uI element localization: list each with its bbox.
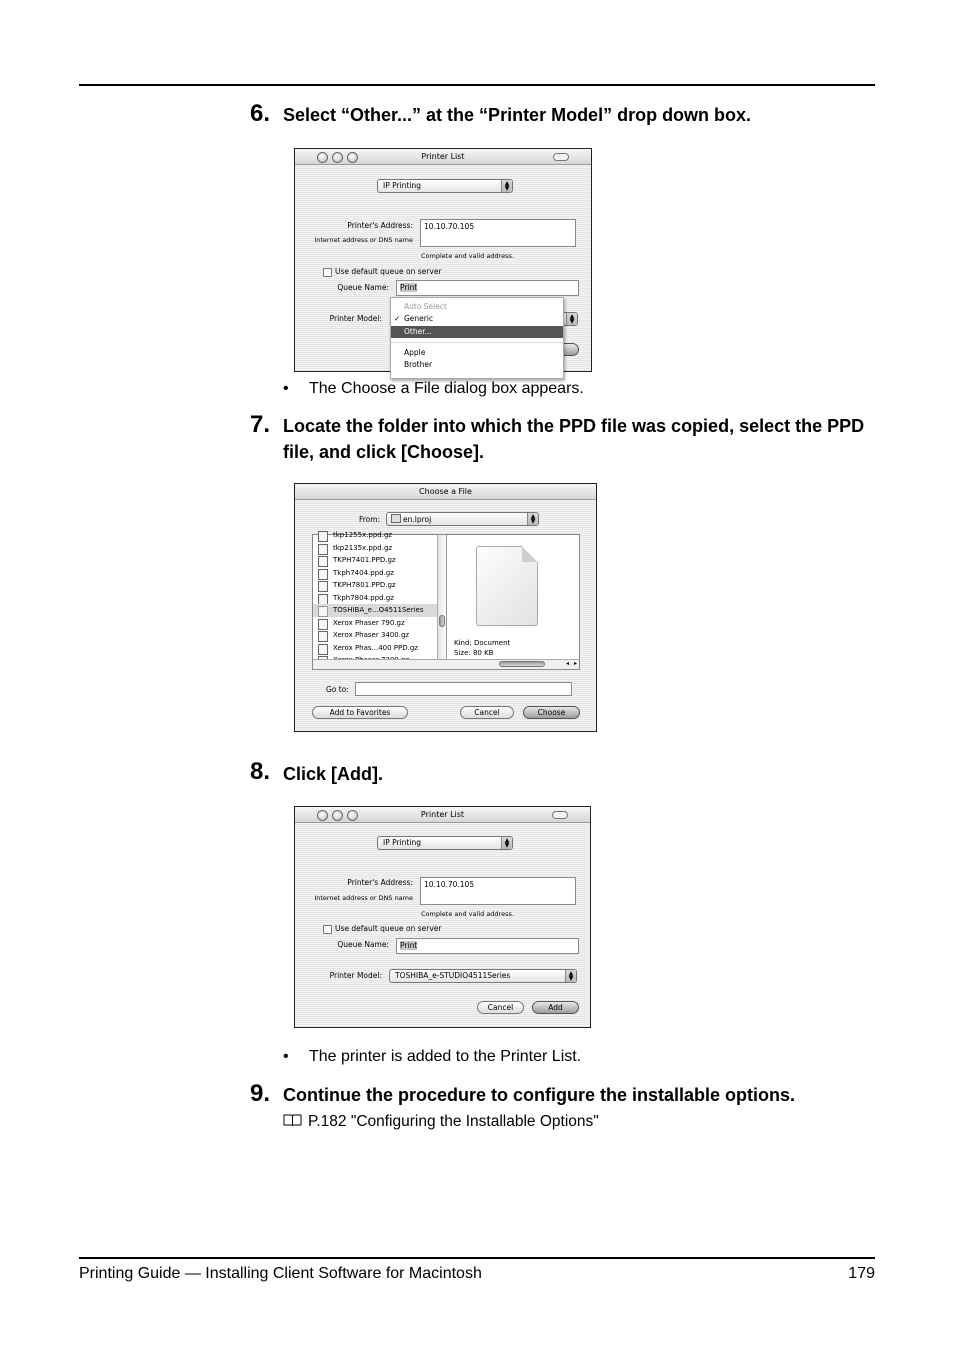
address-hint: Internet address or DNS name: [314, 894, 413, 902]
cross-reference-link[interactable]: [283, 1113, 599, 1131]
address-value: 10.10.70.105: [424, 880, 475, 889]
step-8-number: 8.: [250, 758, 271, 785]
address-value: 10.10.70.105: [424, 222, 475, 231]
popup-arrows-icon: ▲ ▼: [565, 970, 576, 982]
file-icon: [318, 569, 328, 580]
from-label: From:: [359, 515, 381, 524]
address-field[interactable]: [420, 219, 576, 247]
step-6-text: Select “Other...” at the “Printer Model” drop down box.: [283, 105, 752, 125]
menu-item-generic[interactable]: [391, 313, 563, 325]
file-icon: [318, 594, 328, 605]
file-row[interactable]: [313, 617, 446, 630]
choose-button[interactable]: Choose: [523, 706, 580, 719]
book-icon: [283, 1114, 302, 1127]
file-icon: [318, 619, 328, 630]
toolbar-toggle-icon[interactable]: [553, 153, 569, 161]
step-9-text: Continue the procedure to configure the installable options.: [283, 1085, 796, 1105]
popup-arrows-icon: ▲ ▼: [566, 313, 577, 325]
menu-item-auto-select[interactable]: Auto Select: [404, 302, 447, 311]
default-queue-label: Use default queue on server: [335, 924, 442, 933]
toolbar-toggle-icon[interactable]: [552, 811, 568, 819]
file-row[interactable]: [313, 592, 446, 605]
address-status: Complete and valid address.: [421, 910, 514, 918]
file-icon: [318, 581, 328, 592]
file-name: Xerox Phaser 3400.gz: [333, 631, 410, 639]
queue-label: Queue Name:: [337, 940, 389, 949]
folder-icon: [391, 514, 401, 523]
protocol-popup[interactable]: [377, 836, 513, 850]
menu-separator: [391, 342, 563, 343]
step-8-bullet-text: The printer is added to the Printer List.: [309, 1048, 582, 1065]
menu-item-generic-label: Generic: [404, 314, 434, 323]
address-hint: Internet address or DNS name: [314, 236, 413, 244]
protocol-value: IP Printing: [383, 181, 421, 190]
choose-file-screenshot: [294, 483, 597, 732]
protocol-popup[interactable]: [377, 179, 513, 193]
menu-item-apple[interactable]: Apple: [404, 348, 426, 357]
address-label: Printer's Address:: [347, 878, 413, 887]
default-queue-checkbox[interactable]: [323, 268, 332, 277]
file-name: TKPH7401.PPD.gz: [333, 556, 396, 564]
default-queue-label: Use default queue on server: [335, 267, 442, 276]
file-name: tkp2135x.ppd.gz: [333, 543, 393, 552]
file-icon: [318, 556, 328, 567]
add-to-favorites-button[interactable]: Add to Favorites: [312, 706, 408, 719]
step-7-number: 7.: [250, 411, 271, 438]
file-list-column[interactable]: [313, 531, 447, 659]
document-preview-icon: [476, 546, 538, 626]
popup-arrows-icon: ▲ ▼: [501, 180, 512, 192]
file-row[interactable]: [313, 642, 446, 655]
cancel-button[interactable]: Cancel: [460, 706, 514, 719]
queue-value: Print: [400, 941, 418, 950]
scroll-thumb[interactable]: [439, 615, 445, 627]
model-label: Printer Model:: [329, 971, 382, 980]
goto-field[interactable]: [355, 682, 572, 696]
step-9-number: 9.: [250, 1080, 271, 1107]
menu-item-other[interactable]: Other...: [391, 326, 563, 338]
window-title: Printer List: [421, 152, 465, 161]
file-row[interactable]: [313, 542, 446, 555]
step-6-bullet-text: The Choose a File dialog box appears.: [309, 380, 584, 397]
file-icon: [318, 631, 328, 642]
queue-label: Queue Name:: [337, 283, 389, 292]
queue-field[interactable]: [396, 938, 579, 954]
file-name: TKPH7801.PPD.gz: [333, 581, 396, 589]
popup-arrows-icon: ▲ ▼: [501, 837, 512, 849]
file-name: Tkph7404.ppd.gz: [333, 568, 394, 577]
cross-reference-text: P.182 "Configuring the Installable Options": [308, 1113, 599, 1130]
scroll-left-arrow-icon[interactable]: ◂: [565, 660, 569, 667]
file-kind: Kind: Document: [454, 639, 511, 647]
file-list-scrollbar[interactable]: [437, 535, 446, 659]
file-row[interactable]: [313, 554, 446, 567]
cancel-button[interactable]: Cancel: [477, 1001, 524, 1014]
bullet-mark: •: [283, 1048, 289, 1065]
step-6-number: 6.: [250, 100, 271, 127]
window-titlebar: [295, 149, 591, 165]
file-icon: [318, 644, 328, 655]
address-label: Printer's Address:: [347, 221, 413, 230]
default-queue-checkbox[interactable]: [323, 925, 332, 934]
address-status: Complete and valid address.: [421, 252, 514, 260]
file-size: Size: 80 KB: [454, 649, 494, 657]
file-row[interactable]: [313, 579, 446, 592]
checkmark-icon: ✓: [394, 314, 401, 323]
from-popup[interactable]: [386, 512, 539, 526]
queue-field[interactable]: [396, 280, 579, 296]
step-7-text: Locate the folder into which the PPD file was copied, select the PPD file, and click [Choose].: [283, 416, 865, 462]
popup-arrows-icon: ▲ ▼: [527, 513, 538, 525]
printer-list-screenshot-1: [294, 148, 592, 372]
document-icon: [318, 606, 328, 617]
file-row-selected[interactable]: [313, 604, 446, 617]
step-8-bullet: [283, 1047, 581, 1067]
bullet-mark: •: [283, 380, 289, 397]
model-label: Printer Model:: [329, 314, 382, 323]
file-name: tkp1255x.ppd.gz: [333, 531, 393, 539]
header-rule: [79, 84, 875, 86]
file-name: Xerox Phas...400 PPD.gz: [333, 643, 418, 652]
file-row[interactable]: [313, 567, 446, 580]
step-8-text: Click [Add].: [283, 764, 384, 784]
footer-title: Printing Guide — Installing Client Software for Macintosh: [79, 1265, 482, 1282]
goto-label: Go to:: [326, 685, 349, 694]
file-browser: [312, 531, 580, 670]
window-titlebar: [295, 807, 590, 823]
step-6-bullet: [283, 379, 584, 399]
add-button[interactable]: Add: [532, 1001, 579, 1014]
horizontal-scrollbar[interactable]: [313, 659, 579, 669]
file-row[interactable]: [313, 529, 446, 542]
file-name: Tkph7804.ppd.gz: [333, 593, 394, 602]
printer-list-screenshot-2: [294, 806, 591, 1028]
file-icon: [318, 544, 328, 555]
model-popup[interactable]: [389, 969, 577, 983]
horizontal-scroll-thumb[interactable]: [499, 661, 545, 667]
from-value-text: en.lproj: [403, 515, 432, 524]
file-name: Xerox Phaser 790.gz: [333, 618, 405, 627]
file-row[interactable]: [313, 629, 446, 642]
window-titlebar: [295, 484, 596, 500]
file-name: TOSHIBA_e...O4511Series: [333, 606, 424, 614]
footer-rule: [79, 1257, 875, 1259]
window-title: Choose a File: [419, 487, 472, 496]
from-value: [391, 514, 431, 524]
file-icon: [318, 531, 328, 542]
window-title: Printer List: [420, 810, 465, 819]
page-number: 179: [848, 1265, 875, 1282]
address-field[interactable]: [420, 877, 576, 905]
menu-item-brother[interactable]: Brother: [404, 360, 433, 369]
protocol-value: IP Printing: [383, 838, 421, 847]
scroll-right-arrow-icon[interactable]: ▸: [573, 660, 577, 667]
model-value: TOSHIBA_e-STUDIO4511Series: [395, 971, 511, 980]
printer-model-menu: [390, 297, 564, 379]
queue-value: Print: [400, 283, 418, 292]
